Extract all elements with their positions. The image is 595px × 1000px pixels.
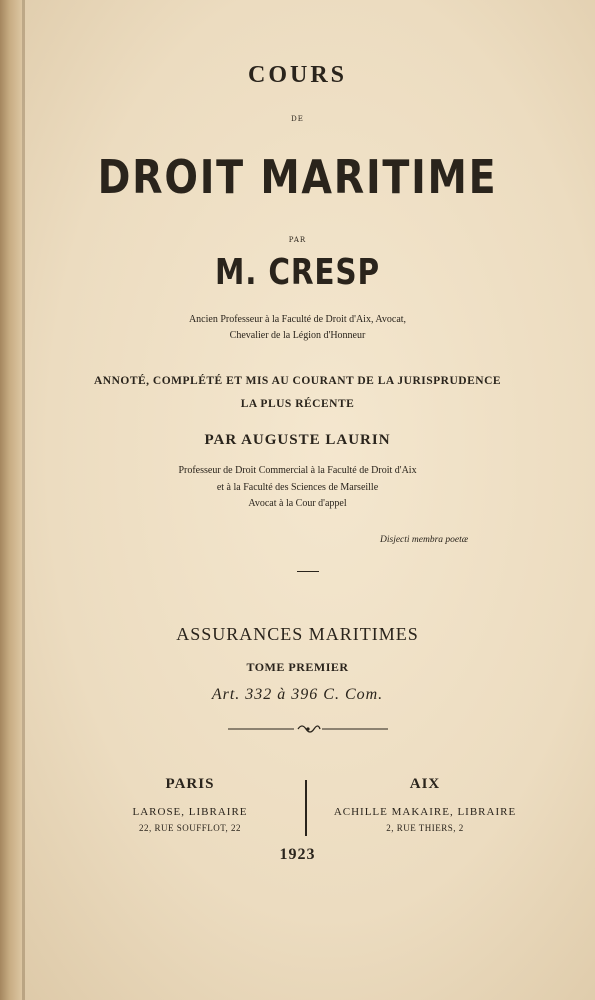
publisher-divider [305,780,307,836]
article-range: Art. 332 à 396 C. Com. [211,686,384,703]
publication-year: 1923 [279,846,316,863]
short-rule [297,571,319,572]
series-title: COURS [247,62,347,88]
publisher-city-left: PARIS [165,776,215,792]
editor-name: PAR AUGUSTE LAURIN [204,432,391,448]
subject-title: ASSURANCES MARITIMES [176,624,419,644]
annotation-line: ANNOTÉ, COMPLÉTÉ ET MIS AU COURANT DE LA JURISPRUDENCE [93,375,502,387]
author-credit-line: Ancien Professeur à la Faculté de Droit d'Aix, Avocat, [188,314,407,325]
book-title: DROIT MARITIME [97,150,498,204]
publisher-city-right: AIX [409,776,441,792]
author-name: M. CRESP [215,252,380,293]
publisher-address-right: 2, RUE THIERS, 2 [386,823,464,833]
ornament-divider [228,722,388,736]
epigraph: Disjecti membra poetæ [380,535,469,545]
editor-credit-line: Avocat à la Cour d'appel [248,498,347,509]
annotation-line: LA PLUS RÉCENTE [240,398,355,410]
publisher-name-left: LAROSE, LIBRAIRE [132,806,248,818]
editor-credit-line: Professeur de Droit Commercial à la Faculté de Droit d'Aix [178,465,417,476]
preposition-de: DE [291,115,304,123]
publisher-name-right: ACHILLE MAKAIRE, LIBRAIRE [333,806,517,818]
publisher-address-left: 22, RUE SOUFFLOT, 22 [138,823,242,833]
volume-label: TOME PREMIER [246,660,349,674]
preposition-par: PAR [288,236,307,244]
author-credit-line: Chevalier de la Légion d'Honneur [229,330,366,341]
editor-credit-line: et à la Faculté des Sciences de Marseille [216,482,379,493]
